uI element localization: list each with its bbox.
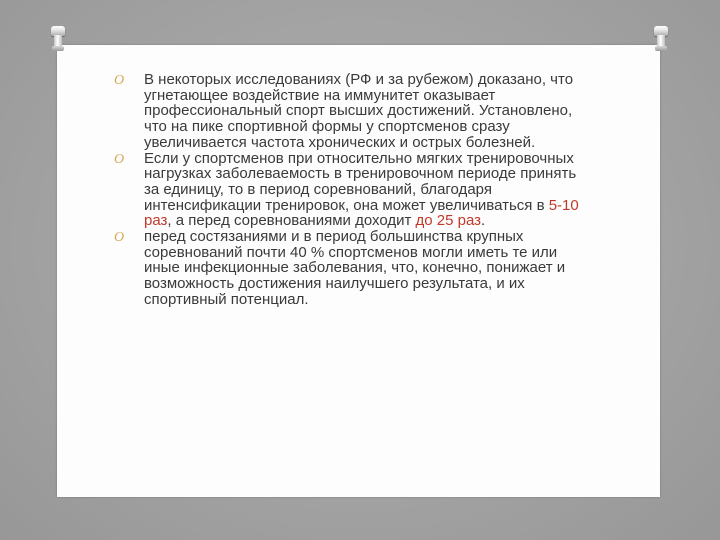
bullet-item: [114, 151, 584, 230]
highlight-text: до 25 раз: [415, 212, 482, 230]
bullet-marker-icon: O: [114, 151, 125, 167]
highlight-text: 5-10 раз: [144, 196, 579, 230]
bullet-marker-icon: O: [114, 230, 125, 246]
bullet-text: перед состязаниями и в период большинства крупных соревнований почти 40 % спортсменов могли иметь те или иные инфекционные заболевания, что, конечно, понижает и возможность достижения наилучшего результата, и их спортивный потенциал.: [144, 228, 566, 308]
pushpin-icon: [654, 26, 668, 52]
bullet-list: [114, 72, 584, 308]
bullet-text: .: [481, 212, 486, 230]
bullet-item: [114, 229, 584, 308]
bullet-text: , а перед соревнованиями доходит: [167, 212, 416, 230]
bullet-item: [114, 72, 584, 151]
bullet-marker-icon: O: [114, 73, 125, 88]
bullet-text: Если у спортсменов при относительно мягких тренировочных нагрузках заболеваемость в тренировочном периоде принять за единицу, то в период соревнований, благодаря интенсификации тренировок, она может увеличиваться в: [144, 149, 577, 214]
bullet-text: В некоторых исследованиях (РФ и за рубежом) доказано, что угнетающее воздействие на иммунитет оказывает профессиональный спорт высших достижений. Установлено, что на пике спортивной формы у спортсменов сразу увеличивается частота хронических и острых болезней.: [144, 71, 574, 151]
pushpin-icon: [51, 26, 65, 52]
